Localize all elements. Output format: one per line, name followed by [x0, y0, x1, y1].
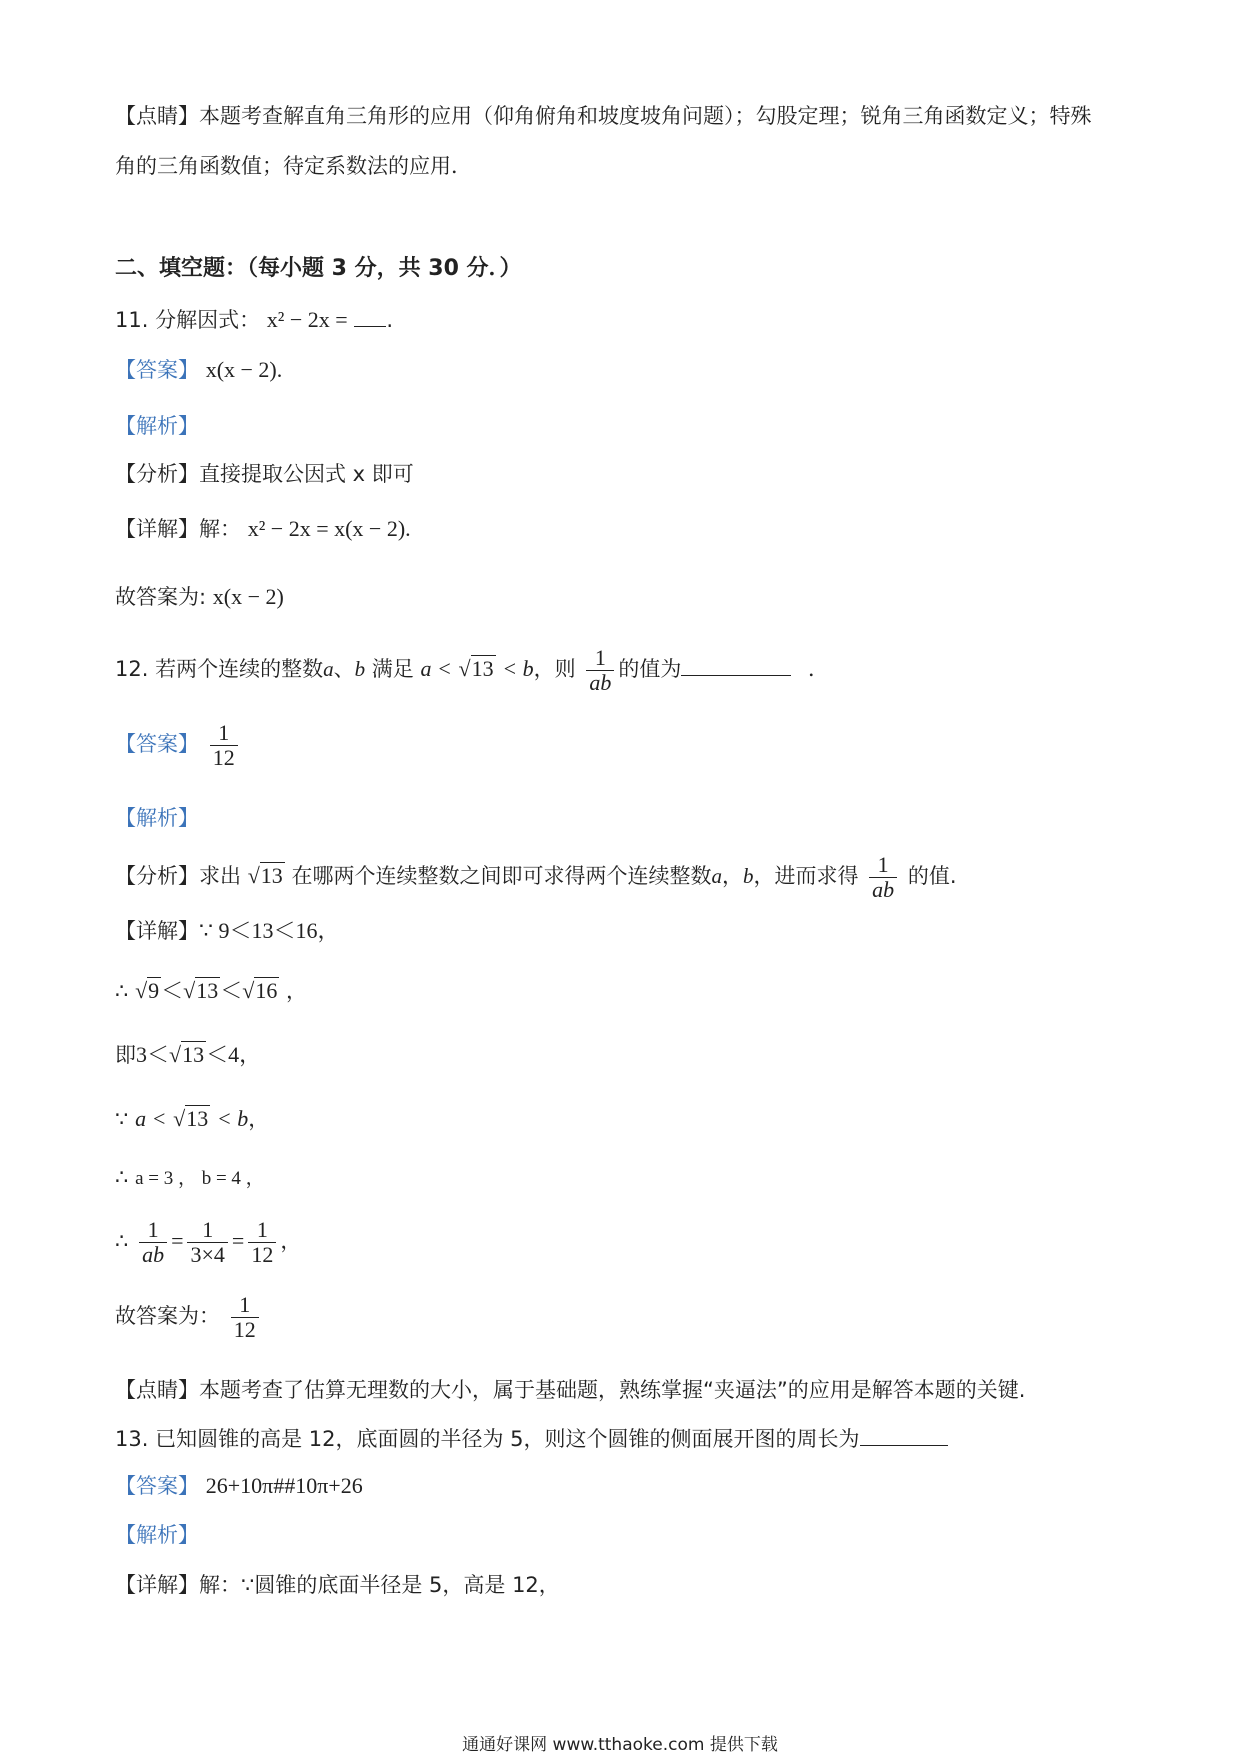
- q11-fenxi: 【分析】直接提取公因式 x 即可: [115, 462, 414, 486]
- q12-step-5: ∴ a = 3 ， b = 4 ，: [115, 1165, 265, 1189]
- answer-blank: [681, 653, 791, 676]
- answer-blank: [354, 304, 386, 327]
- section-title: 二、填空题：（每小题 3 分，共 30 分．）: [115, 256, 522, 281]
- q13-xiangjie: 【详解】解：∵圆锥的底面半径是 5，高是 12，: [115, 1573, 560, 1597]
- dianjing-line-1: 【点睛】本题考查解直角三角形的应用（仰角俯角和坡度坡角问题）；勾股定理；锐角三角函数定义；特殊: [115, 104, 1092, 128]
- q12-step-4: ∵ a < √13 < b，: [115, 1106, 270, 1131]
- q12-step-3: 即3＜√13＜4，: [115, 1042, 262, 1067]
- q11-question: 11. 分解因式： x² − 2x = .: [115, 304, 393, 335]
- q11-jiexi-tag: 【解析】: [115, 414, 199, 438]
- dianjing-line-2: 角的三角函数值；待定系数法的应用．: [115, 154, 472, 178]
- q12-step-2: ∴ √9＜√13＜√16 ，: [115, 978, 308, 1003]
- q12-dianjing: 【点睛】本题考查了估算无理数的大小，属于基础题，熟练掌握“夹逼法”的应用是解答本题的关键.: [115, 1378, 1026, 1402]
- answer-fraction: $\frac{1}{12}$: [210, 721, 238, 770]
- q11-final: 故答案为: x(x − 2): [115, 584, 284, 609]
- page-footer: 通通好课网 www.tthaoke.com 提供下载: [462, 1735, 778, 1755]
- sqrt-13: √13: [458, 656, 494, 681]
- final-fraction: $\frac{1}{12}$: [231, 1293, 259, 1342]
- q11-answer: 【答案】 x(x − 2).: [115, 357, 283, 382]
- sqrt-13: √13: [247, 863, 283, 888]
- q11-xiangjie: 【详解】解： x² − 2x = x(x − 2).: [115, 516, 411, 541]
- q13-jiexi-tag: 【解析】: [115, 1523, 199, 1547]
- fraction-1-over-ab: $\frac{1}{ab}$: [869, 853, 897, 902]
- q13-question: 13. 已知圆锥的高是 12，底面圆的半径为 5，则这个圆锥的侧面展开图的周长为: [115, 1423, 948, 1454]
- q12-fenxi: 【分析】求出 √13 在哪两个连续整数之间即可求得两个连续整数a，b，进而求得 $\frac{1}{ab}$ 的值.: [115, 848, 957, 904]
- q12-question: 12. 若两个连续的整数a、b 满足 a < √13 < b，则 $\frac{1}{ab}$ 的值为 ．: [115, 641, 829, 697]
- answer-blank: [860, 1423, 948, 1446]
- q12-answer: 【答案】 $\frac{1}{12}$: [115, 716, 242, 772]
- q12-jiexi-tag: 【解析】: [115, 806, 199, 830]
- q12-final: 故答案为： $\frac{1}{12}$: [115, 1288, 263, 1344]
- q12-step-6: ∴ $\frac{1}{ab}$ = $\frac{1}{3\times 4}$ = $\frac{1}{12}$ ，: [115, 1216, 302, 1267]
- q12-step-1: 【详解】∵ 9＜13＜16，: [115, 918, 340, 943]
- q13-answer: 【答案】 26+10π##10π+26: [115, 1473, 363, 1498]
- fraction-1-over-ab: $\frac{1}{ab}$: [586, 646, 614, 695]
